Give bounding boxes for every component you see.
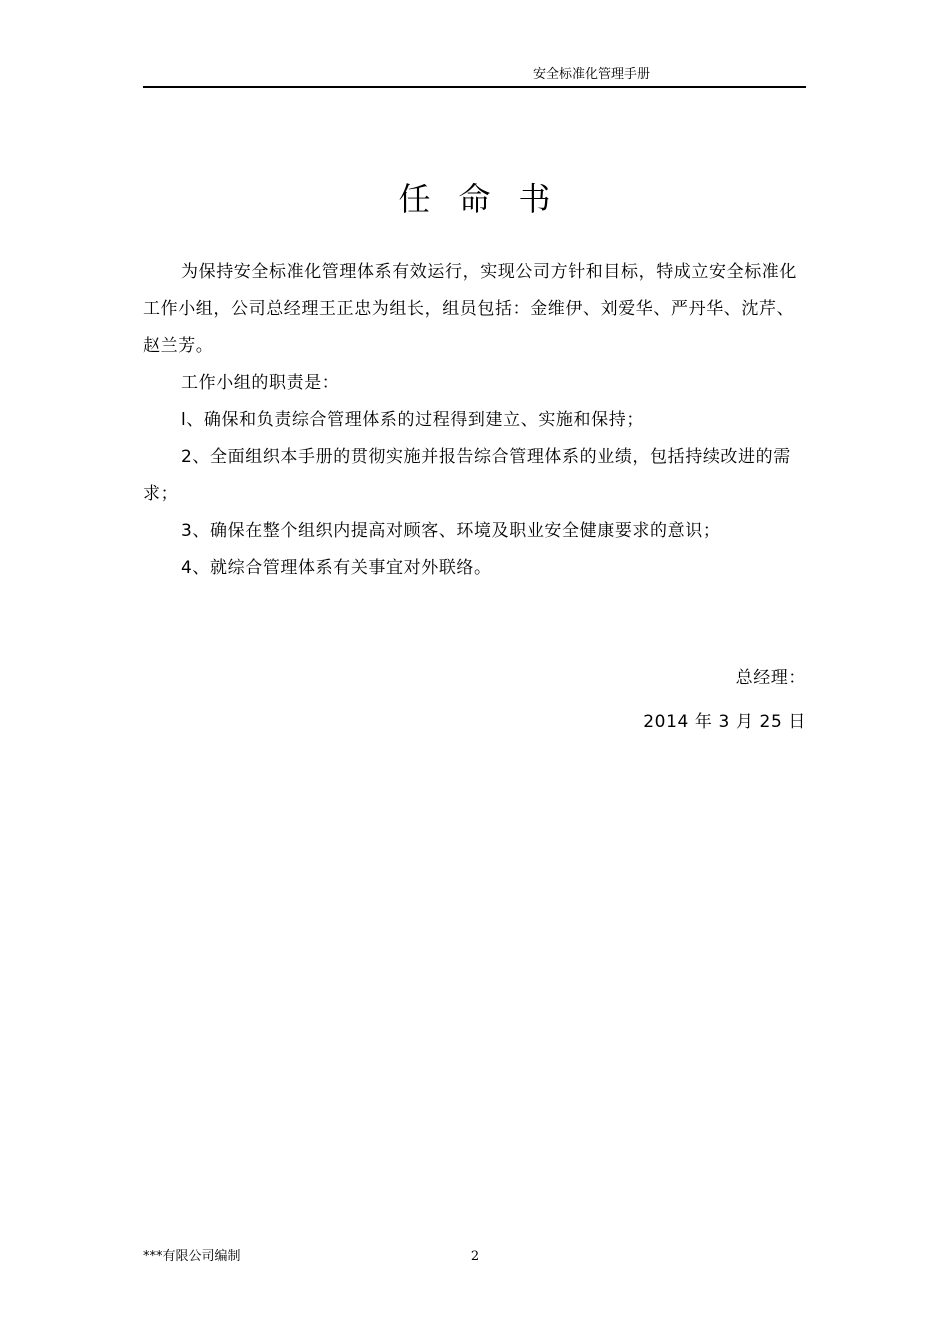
document-title: 任命书	[398, 180, 579, 218]
document-body	[143, 254, 806, 587]
footer-company: ***有限公司编制	[143, 1249, 241, 1264]
signature-label: 总经理：	[735, 668, 806, 688]
duty-item-1: l、确保和负责综合管理体系的过程得到建立、实施和保持；	[181, 410, 644, 430]
signature-block	[143, 656, 806, 744]
duty-item-2: 2、全面组织本手册的贯彻实施并报告综合管理体系的业绩，包括持续改进的需求；	[143, 447, 791, 504]
duty-item-3: 3、确保在整个组织内提高对顾客、环境及职业安全健康要求的意识；	[181, 521, 721, 541]
intro-paragraph: 为保持安全标准化管理体系有效运行，实现公司方针和目标，特成立安全标准化工作小组，公司总经理王正忠为组长，组员包括：金维伊、刘爱华、严丹华、沈芹、赵兰芳。	[143, 262, 797, 356]
page-number: 2	[470, 1249, 480, 1264]
running-header-title: 安全标准化管理手册	[533, 67, 651, 82]
duties-heading: 工作小组的职责是：	[181, 373, 340, 393]
header-rule	[143, 86, 806, 88]
duty-item-4: 4、就综合管理体系有关事宜对外联络。	[181, 558, 492, 578]
signature-date: 2014 年 3 月 25 日	[643, 712, 806, 732]
